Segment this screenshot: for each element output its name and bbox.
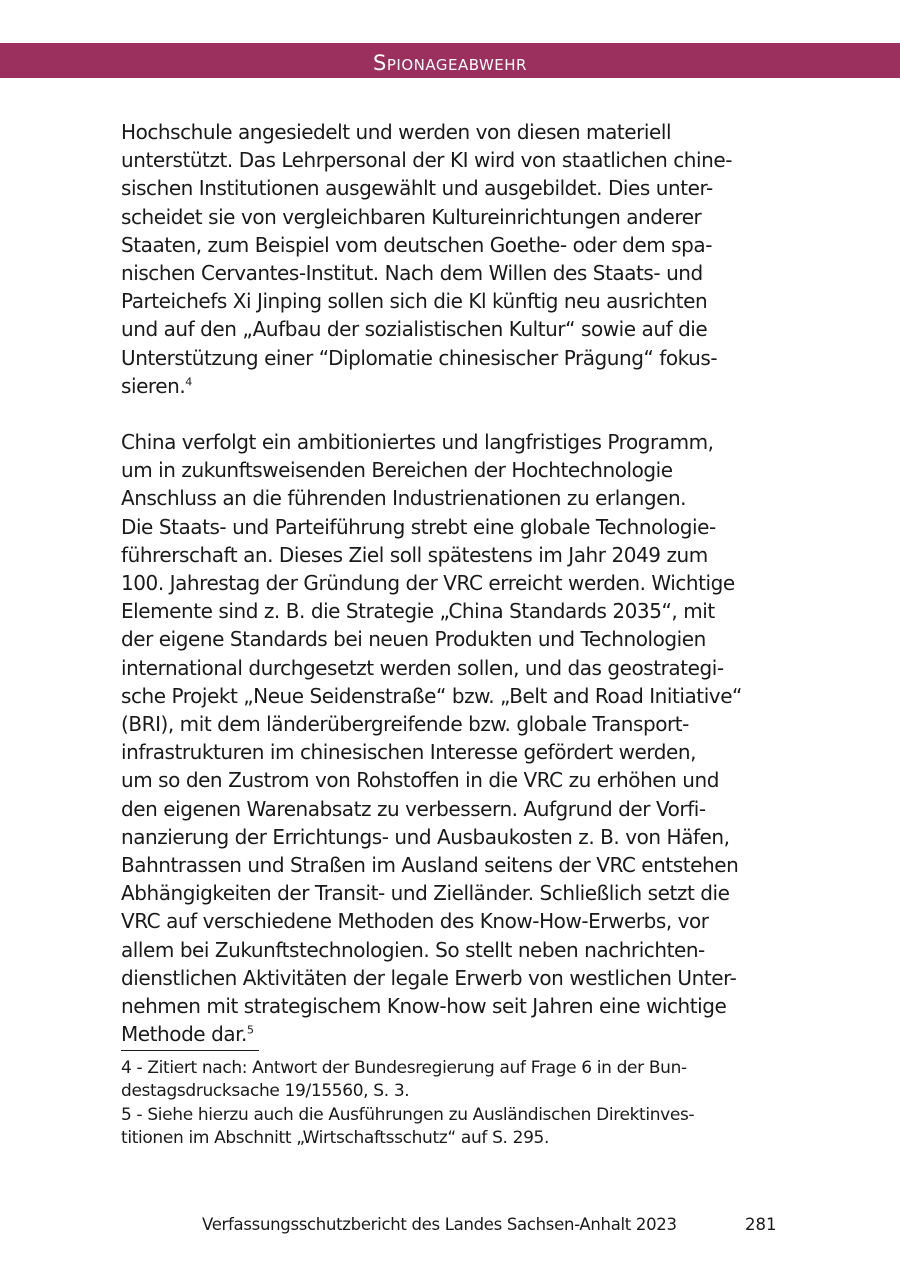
text-line: scheidet sie von vergleichbaren Kultureinrichtungen anderer (121, 204, 702, 229)
text-line: und auf den „Aufbau der sozialistischen Kultur“ sowie auf die (121, 317, 708, 342)
text-line (121, 1020, 781, 1050)
text-line: VRC auf verschiedene Methoden des Know-How-Erwerbs, vor (121, 909, 709, 934)
footnote-line: titionen im Abschnitt „Wirtschaftsschutz“ auf S. 295. (121, 1128, 550, 1148)
main-content (121, 118, 781, 1151)
text-line: Staaten, zum Beispiel vom deutschen Goethe- oder dem spa- (121, 232, 712, 257)
text-line: um so den Zustrom von Rohstoffen in die VRC zu erhöhen und (121, 768, 719, 793)
footnote-separator-line (121, 1020, 259, 1050)
paragraph-2 (121, 428, 781, 1050)
page-footer (0, 1215, 900, 1237)
footnote-line: 4 - Zitiert nach: Antwort der Bundesregierung auf Frage 6 in der Bun- (121, 1057, 687, 1078)
footnotes (121, 1057, 781, 1151)
text-line: Die Staats- und Parteiführung strebt eine globale Technologie- (121, 514, 716, 539)
footnote-line: destagsdrucksache 19/15560, S. 3. (121, 1081, 410, 1101)
footnote-ref: 5 (246, 1023, 254, 1037)
text-line: Bahntrassen und Straßen im Ausland seitens der VRC entstehen (121, 853, 739, 878)
footnote-line: 5 - Siehe hierzu auch die Ausführungen zu Ausländischen Direktinves- (121, 1104, 695, 1125)
text-line: 100. Jahrestag der Gründung der VRC erreicht werden. Wichtige (121, 571, 735, 596)
text-line: Parteichefs Xi Jinping sollen sich die Kl künftig neu ausrichten (121, 289, 708, 314)
text-line: der eigene Standards bei neuen Produkten und Technologien (121, 627, 706, 652)
text-line: Elemente sind z. B. die Strategie „China Standards 2035“, mit (121, 599, 715, 624)
page-number: 281 (745, 1215, 777, 1234)
paragraph-1 (121, 118, 781, 400)
text-line: sche Projekt „Neue Seidenstraße“ bzw. „Belt and Road Initiative“ (121, 683, 742, 708)
text-line: Anschluss an die führenden Industrienationen zu erlangen. (121, 486, 687, 511)
publication-title: Verfassungsschutzbericht des Landes Sachsen-Anhalt 2023 (202, 1215, 677, 1234)
text-line: dienstlichen Aktivitäten der legale Erwerb von westlichen Unter- (121, 965, 737, 990)
text-line: nischen Cervantes-Institut. Nach dem Willen des Staats- und (121, 261, 703, 286)
section-title: Spionageabwehr (373, 50, 527, 75)
text-line: Abhängigkeiten der Transit- und Zielländer. Schließlich setzt die (121, 881, 730, 906)
text-line: international durchgesetzt werden sollen, und das geostrategi- (121, 655, 724, 680)
text-fragment: sieren. (121, 373, 186, 398)
text-line: nehmen mit strategischem Know-how seit Jahren eine wichtige (121, 994, 727, 1019)
text-line: infrastrukturen im chinesischen Interesse gefördert werden, (121, 740, 697, 765)
text-line: um in zukunftsweisenden Bereichen der Hochtechnologie (121, 458, 673, 483)
text-line (121, 372, 781, 400)
section-banner (0, 43, 900, 78)
footnote-ref: 4 (185, 375, 192, 389)
text-line: führerschaft an. Dieses Ziel soll spätestens im Jahr 2049 zum (121, 542, 708, 567)
text-line: (BRI), mit dem länderübergreifende bzw. globale Transport- (121, 712, 689, 737)
text-fragment: Methode dar. (121, 1022, 247, 1047)
paragraph-gap (121, 400, 781, 428)
text-line: den eigenen Warenabsatz zu verbessern. Aufgrund der Vorfi- (121, 796, 706, 821)
text-line: Hochschule angesiedelt und werden von diesen materiell (121, 120, 672, 144)
text-line: allem bei Zukunftstechnologien. So stellt neben nachrichten- (121, 937, 705, 962)
text-line: nanzierung der Errichtungs- und Ausbaukosten z. B. von Häfen, (121, 824, 730, 849)
text-line: Unterstützung einer “Diplomatie chinesischer Prägung“ fokus- (121, 345, 718, 370)
text-line: China verfolgt ein ambitioniertes und langfristiges Programm, (121, 430, 714, 455)
text-line: unterstützt. Das Lehrpersonal der KI wird von staatlichen chine- (121, 148, 732, 173)
text-line: sischen Institutionen ausgewählt und ausgebildet. Dies unter- (121, 176, 713, 201)
